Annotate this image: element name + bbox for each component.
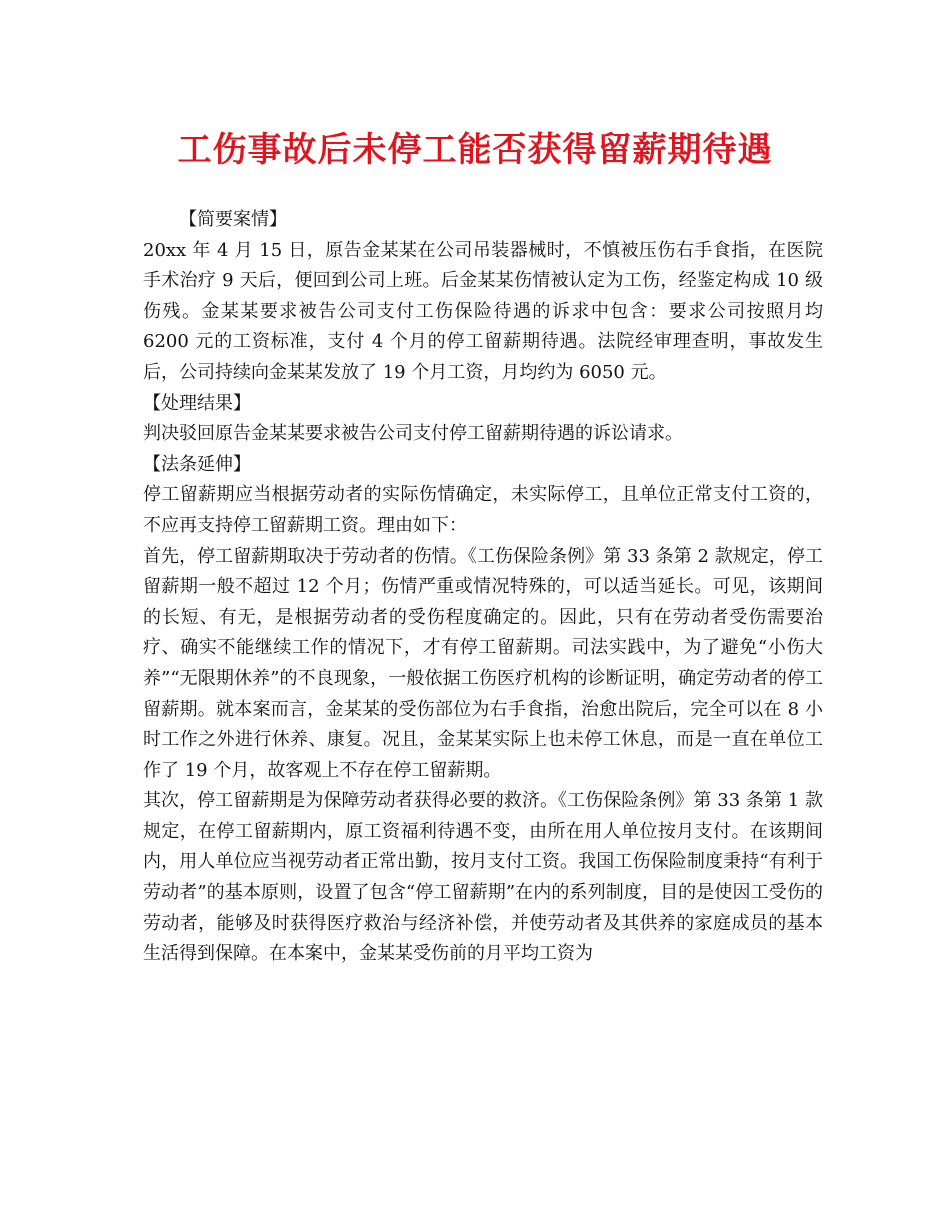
paragraph-law-second: 其次，停工留薪期是为保障劳动者获得必要的救济。《工伤保险条例》第 33 条第 1 款规定，在停工留薪期内，原工资福利待遇不变，由所在用人单位按月支付。在该期间内，用人单位应当视劳动者正常出勤，按月支付工资。我国工伤保险制度秉持“有利于劳动者”的基本原则，设置了包含“停工留薪期”在内的系列制度，目的是使因工受伤的劳动者，能够及时获得医疗救治与经济补偿，并使劳动者及其供养的家庭成员的基本生活得到保障。在本案中，金某某受伤前的月平均工资为: [143, 790, 823, 965]
section-heading-result: 【处理结果】: [143, 392, 251, 414]
paragraph-case: 20xx 年 4 月 15 日，原告金某某在公司吊装器械时，不慎被压伤右手食指，在医院手术治疗 9 天后，便回到公司上班。后金某某伤情被认定为工伤，经鉴定构成 10 级伤残。金某某要求被告公司支付工伤保险待遇的诉求中包含：要求公司按照月均 6200 元的工资标准，支付 4 个月的停工留薪期待遇。法院经审理查明，事故发生后，公司持续向金某某发放了 19 个月工资，月均约为 6050 元。: [143, 239, 823, 383]
section-heading-case: 【简要案情】: [179, 209, 287, 230]
paragraph-result: 判决驳回原告金某某要求被告公司支付停工留薪期待遇的诉讼请求。: [143, 423, 683, 445]
document-body: [143, 205, 823, 970]
section-heading-law: 【法条延伸】: [143, 453, 251, 475]
paragraph-law-first: 首先，停工留薪期取决于劳动者的伤情。《工伤保险条例》第 33 条第 2 款规定，停工留薪期一般不超过 12 个月；伤情严重或情况特殊的，可以适当延长。可见，该期间的长短、有无，是根据劳动者的受伤程度确定的。因此，只有在劳动者受伤需要治疗、确实不能继续工作的情况下，才有停工留薪期。司法实践中，为了避免“小伤大养”“无限期休养”的不良现象，一般依据工伤医疗机构的诊断证明，确定劳动者的停工留薪期。就本案而言，金某某的受伤部位为右手食指，治愈出院后，完全可以在 8 小时工作之外进行休养、康复。况且，金某某实际上也未停工休息，而是一直在单位工作了 19 个月，故客观上不存在停工留薪期。: [143, 545, 823, 781]
paragraph-law-intro: 停工留薪期应当根据劳动者的实际伤情确定，未实际停工，且单位正常支付工资的，不应再支持停工留薪期工资。理由如下：: [143, 484, 823, 536]
document-title: 工伤事故后未停工能否获得留薪期待遇: [177, 130, 773, 170]
